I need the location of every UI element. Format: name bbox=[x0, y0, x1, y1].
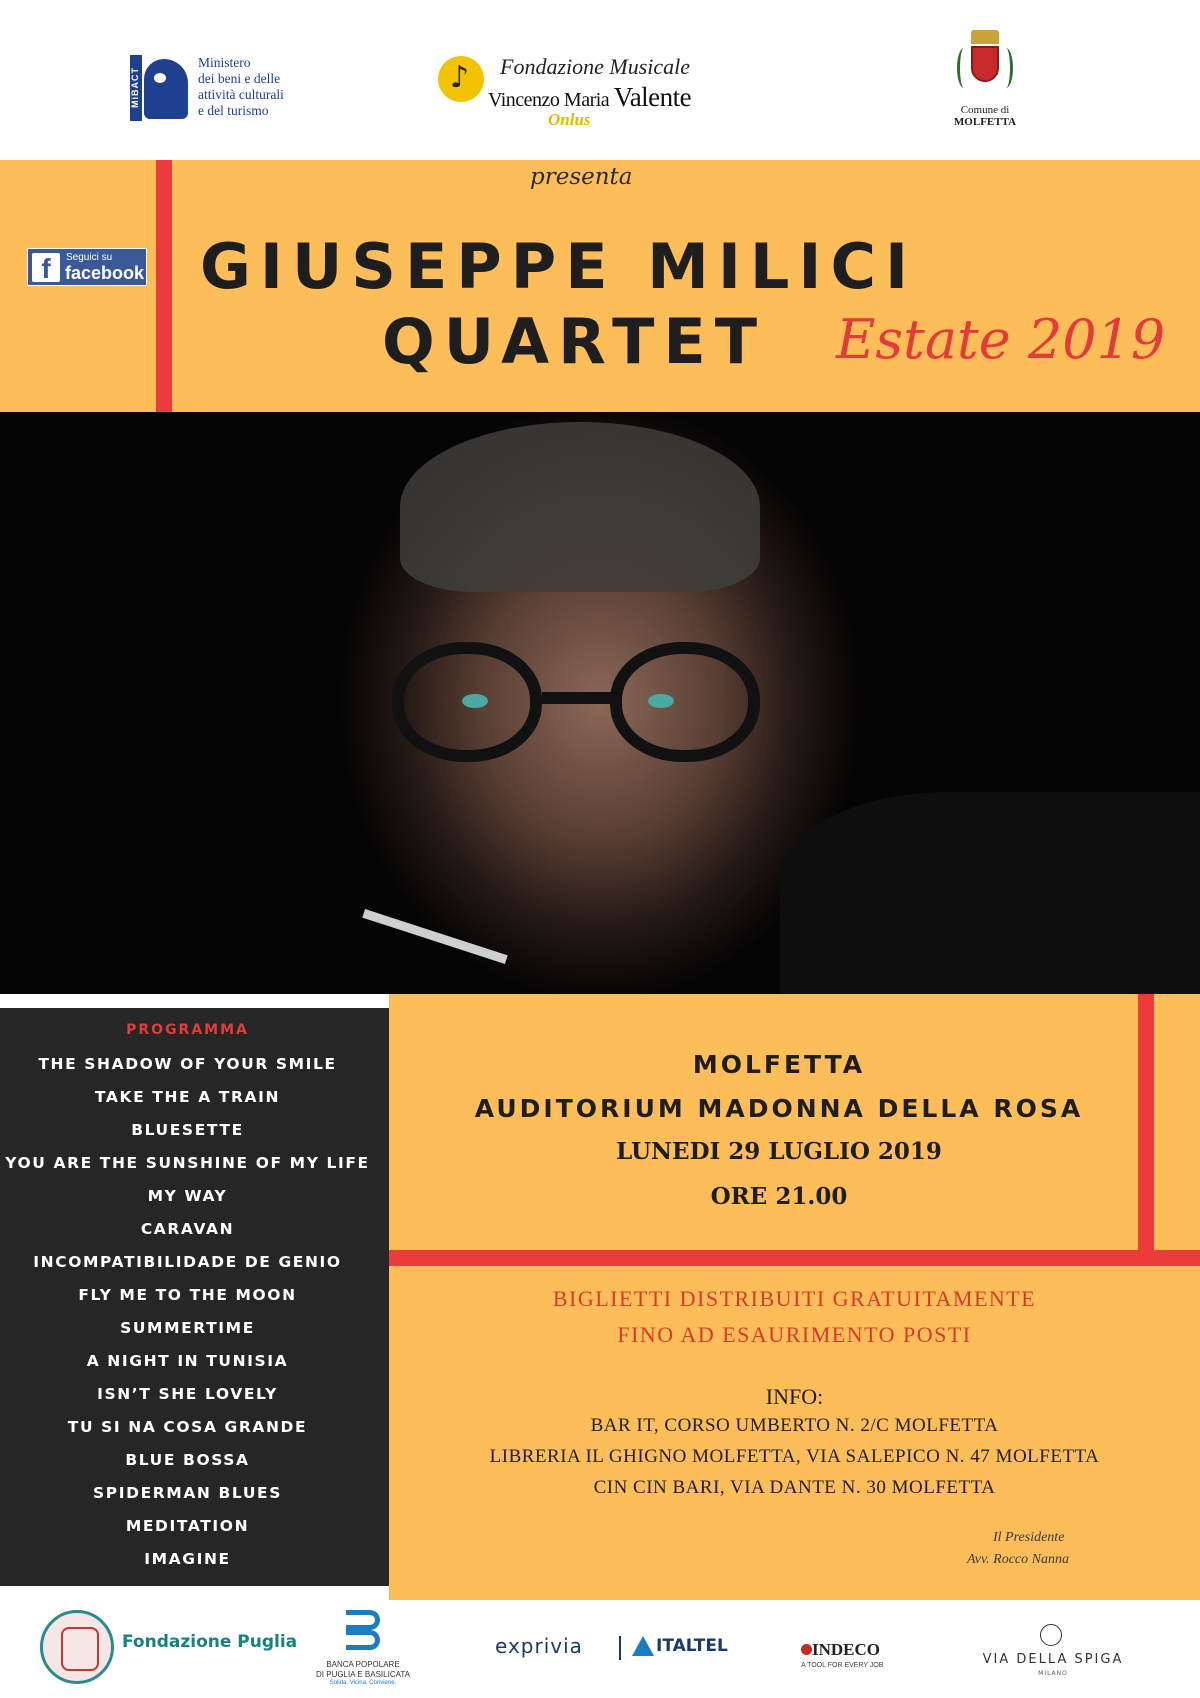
comune-line2: MOLFETTA bbox=[953, 116, 1017, 128]
title-band bbox=[0, 160, 1200, 412]
mibact-line: Ministero bbox=[198, 55, 251, 70]
artist-name-line2: QUARTET bbox=[382, 305, 767, 378]
program-item: CARAVAN bbox=[140, 1220, 235, 1238]
artist-photo bbox=[0, 412, 1200, 994]
tickets-note-line1: BIGLIETTI DISTRIBUITI GRATUITAMENTE bbox=[552, 1286, 1037, 1311]
info-line: BAR IT, CORSO UMBERTO N. 2/C MOLFETTA bbox=[590, 1415, 999, 1436]
program-item: BLUE BOSSA bbox=[125, 1451, 250, 1469]
mibact-logo bbox=[130, 55, 284, 121]
facebook-follow-badge[interactable] bbox=[27, 248, 147, 286]
event-venue: AUDITORIUM MADONNA DELLA ROSA bbox=[474, 1094, 1084, 1123]
event-time: ORE 21.00 bbox=[710, 1183, 848, 1210]
program-title: PROGRAMMA bbox=[126, 1022, 249, 1038]
mibact-line: dei beni e delle bbox=[198, 71, 281, 86]
info-line: LIBRERIA IL GHIGNO MOLFETTA, VIA SALEPICO N. 47 MOLFETTA bbox=[489, 1446, 1100, 1467]
program-item: SPIDERMAN BLUES bbox=[93, 1484, 282, 1502]
sponsor-exprivia: exprivia bbox=[495, 1634, 583, 1658]
logo-header bbox=[0, 0, 1200, 160]
comune-molfetta-logo bbox=[945, 30, 1025, 128]
program-item: TU SI NA COSA GRANDE bbox=[67, 1418, 308, 1436]
signature-role: Il Presidente bbox=[993, 1530, 1065, 1545]
program-item: SUMMERTIME bbox=[120, 1319, 255, 1337]
coat-of-arms-icon bbox=[957, 30, 1013, 104]
tickets-note-line2: FINO AD ESAURIMENTO POSTI bbox=[617, 1322, 972, 1347]
presenta-label: presenta bbox=[530, 164, 633, 190]
season-label: Estate 2019 bbox=[836, 308, 1166, 371]
program-item: YOU ARE THE SUNSHINE OF MY LIFE bbox=[5, 1154, 370, 1172]
italtel-icon bbox=[632, 1636, 654, 1656]
fondazione-puglia-emblem-icon bbox=[40, 1610, 114, 1684]
red-divider-bar bbox=[389, 1250, 1200, 1266]
program-item: IMAGINE bbox=[144, 1550, 231, 1568]
program-item: THE SHADOW OF YOUR SMILE bbox=[38, 1055, 337, 1073]
mibact-line: attività culturali bbox=[198, 87, 284, 102]
fondazione-name-b: Valente bbox=[613, 82, 692, 112]
music-note-icon bbox=[438, 56, 484, 102]
program-list bbox=[0, 1048, 375, 1576]
sponsor-fondazione-puglia: Fondazione Puglia bbox=[122, 1632, 298, 1652]
program-item: A NIGHT IN TUNISIA bbox=[86, 1352, 289, 1370]
fondazione-onlus: Onlus bbox=[548, 110, 591, 129]
fondazione-line1: Fondazione Musicale bbox=[500, 54, 691, 79]
program-item: MY WAY bbox=[147, 1187, 228, 1205]
mibact-line: e del turismo bbox=[198, 103, 269, 118]
mibact-text bbox=[198, 55, 284, 119]
sponsor-via-della-spiga-city: MILANO bbox=[1038, 1670, 1068, 1677]
program-panel bbox=[0, 1008, 389, 1586]
bpb-logo-icon bbox=[340, 1610, 386, 1654]
artist-name-line1: GIUSEPPE MILICI bbox=[200, 230, 918, 303]
sponsor-via-della-spiga: VIA DELLA SPIGA bbox=[982, 1652, 1124, 1667]
mibact-mark-text: MiBACT bbox=[130, 55, 142, 121]
sponsor-indeco-tagline: A TOOL FOR EVERY JOB bbox=[801, 1662, 884, 1669]
fondazione-name bbox=[488, 82, 691, 113]
sponsor-bar bbox=[0, 1600, 1200, 1698]
program-item: MEDITATION bbox=[125, 1517, 250, 1535]
comune-line1: Comune di bbox=[960, 104, 1010, 116]
via-della-spiga-icon bbox=[1040, 1624, 1062, 1646]
fondazione-valente-logo bbox=[438, 52, 708, 132]
program-item: INCOMPATIBILIDADE DE GENIO bbox=[33, 1253, 342, 1271]
program-item: TAKE THE A TRAIN bbox=[94, 1088, 281, 1106]
indeco-icon bbox=[801, 1644, 812, 1655]
facebook-big-text: facebook bbox=[65, 263, 145, 283]
sponsor-bpb-line2: DI PUGLIA E BASILICATA bbox=[316, 1670, 410, 1679]
info-title: INFO: bbox=[765, 1384, 824, 1409]
program-item: BLUESETTE bbox=[131, 1121, 244, 1139]
mibact-emblem-icon bbox=[130, 55, 188, 121]
sponsor-divider bbox=[619, 1636, 621, 1660]
program-item: ISN’T SHE LOVELY bbox=[97, 1385, 278, 1403]
sponsor-indeco: INDECO bbox=[812, 1640, 881, 1659]
program-item: FLY ME TO THE MOON bbox=[78, 1286, 297, 1304]
facebook-icon: f bbox=[32, 253, 60, 282]
signature-name: Avv. Rocco Nanna bbox=[967, 1552, 1069, 1567]
red-accent-bar bbox=[156, 160, 172, 412]
sponsor-bpb-tagline: Solida. Vicina. Conviene. bbox=[329, 1680, 397, 1686]
sponsor-bpb-line1: BANCA POPOLARE bbox=[326, 1660, 400, 1669]
fondazione-name-a: Vincenzo Maria bbox=[488, 89, 614, 111]
info-line: CIN CIN BARI, VIA DANTE N. 30 MOLFETTA bbox=[593, 1477, 996, 1498]
event-date: LUNEDI 29 LUGLIO 2019 bbox=[616, 1138, 942, 1165]
sponsor-italtel: ITALTEL bbox=[656, 1636, 728, 1656]
facebook-small-text: Seguici su bbox=[66, 252, 113, 263]
event-info-panel bbox=[389, 994, 1200, 1600]
event-city: MOLFETTA bbox=[692, 1050, 866, 1079]
